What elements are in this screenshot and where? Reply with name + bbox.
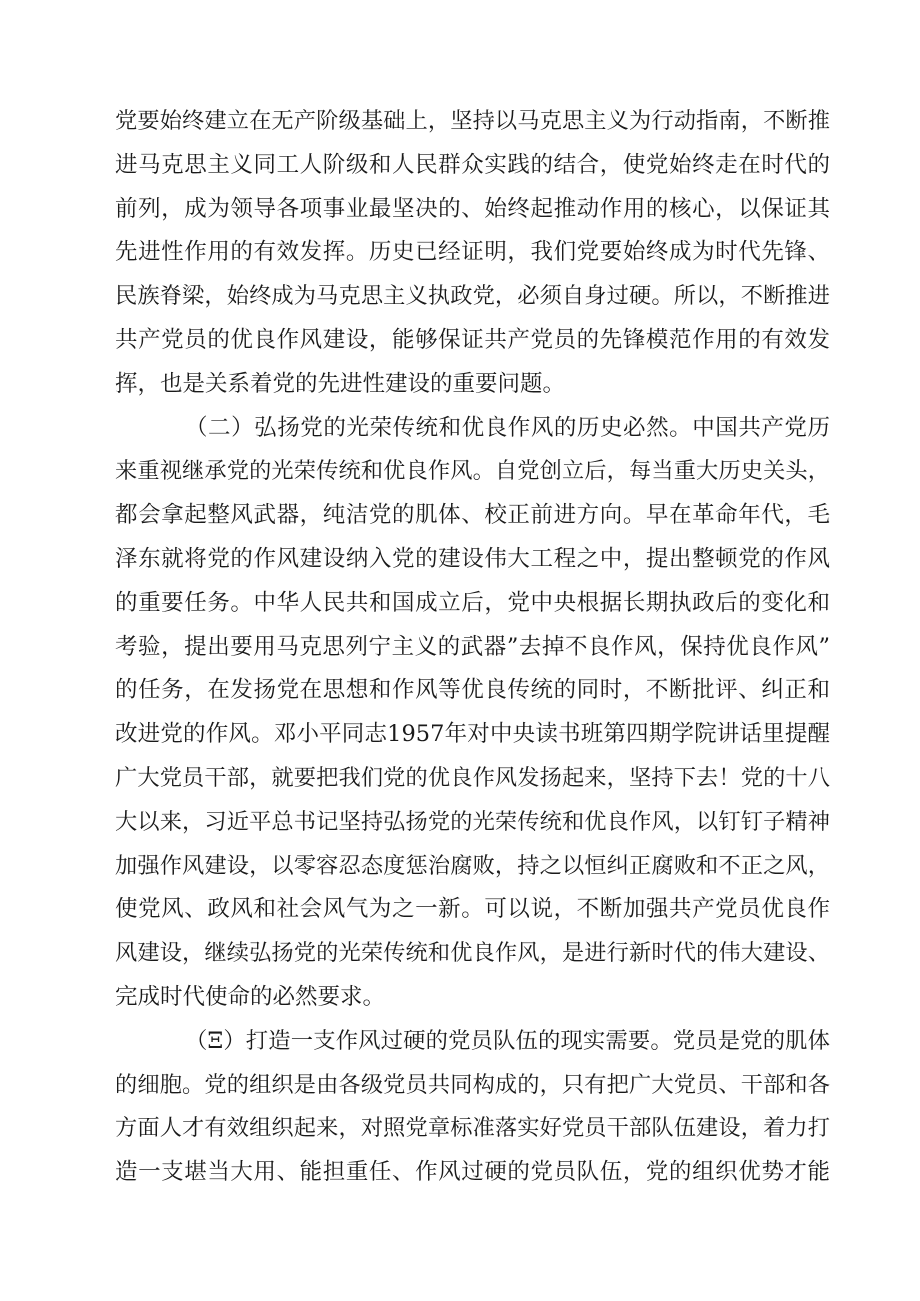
text-line: 挥，也是关系着党的先进性建设的重要问题。	[115, 370, 566, 397]
text-line: 完成时代使命的必然要求。	[115, 983, 386, 1010]
text-line: 来重视继承党的光荣传统和优良作风。自党创立后，每当重大历史关头，	[115, 458, 830, 485]
text-line: 先进性作用的有效发挥。历史已经证明，我们党要始终成为时代先锋、	[115, 239, 830, 266]
paragraph-historical-necessity	[115, 407, 830, 1020]
text-line: 大以来，习近平总书记坚持弘扬党的光荣传统和优良作风，以钉钉子精神	[115, 808, 830, 835]
text-line: 的任务，在发扬党在思想和作风等优良传统的同时，不断批评、纠正和	[115, 677, 830, 704]
text-line: 改进党的作风。邓小平同志1957年对中央读书班第四期学院讲话里提醒	[115, 721, 830, 748]
text-line: 的细胞。党的组织是由各级党员共同构成的，只有把广大党员、干部和各	[115, 1071, 830, 1098]
paragraph-practical-need	[115, 1020, 830, 1195]
text-line: 的重要任务。中华人民共和国成立后，党中央根据长期执政后的变化和	[115, 589, 830, 616]
text-line: 共产党员的优良作风建设，能够保证共产党员的先锋模范作用的有效发	[115, 326, 830, 353]
text-line: 前列，成为领导各项事业最坚决的、始终起推动作用的核心，以保证其	[115, 195, 830, 222]
text-line: 都会拿起整风武器，纯洁党的肌体、校正前进方向。早在革命年代，毛	[115, 502, 830, 529]
text-line: 加强作风建设，以零容忍态度惩治腐败，持之以恒纠正腐败和不正之风，	[115, 852, 830, 879]
text-line: 造一支堪当大用、能担重任、作风过硬的党员队伍，党的组织优势才能	[115, 1159, 830, 1186]
text-line: （Ξ）打造一支作风过硬的党员队伍的现实需要。党员是党的肌体	[185, 1027, 830, 1054]
text-line: 风建设，继续弘扬党的光荣传统和优良作风，是进行新时代的伟大建设、	[115, 940, 830, 967]
text-line: 民族脊梁，始终成为马克思主义执政党，必须自身过硬。所以，不断推进	[115, 283, 830, 310]
text-line: 考验，提出要用马克思列宁主义的武器”去掉不良作风，保持优良作风”	[115, 633, 830, 660]
text-line: 泽东就将党的作风建设纳入党的建设伟大工程之中，提出整顿党的作风	[115, 545, 830, 572]
text-line: 党要始终建立在无产阶级基础上，坚持以马克思主义为行动指南，不断推	[115, 108, 830, 134]
body-text	[115, 100, 830, 1195]
text-line: 广大党员干部，就要把我们党的优良作风发扬起来，坚持下去！党的十八	[115, 764, 830, 791]
paragraph-party-advanced-nature	[115, 100, 830, 407]
text-line: （二）弘扬党的光荣传统和优良作风的历史必然。中国共产党历	[185, 414, 830, 441]
text-line: 进马克思主义同工人阶级和人民群众实践的结合，使党始终走在时代的	[115, 151, 830, 178]
text-line: 方面人才有效组织起来，对照党章标准落实好党员干部队伍建设，着力打	[115, 1115, 830, 1142]
text-line: 使党风、政风和社会风气为之一新。可以说，不断加强共产党员优良作	[115, 896, 830, 923]
